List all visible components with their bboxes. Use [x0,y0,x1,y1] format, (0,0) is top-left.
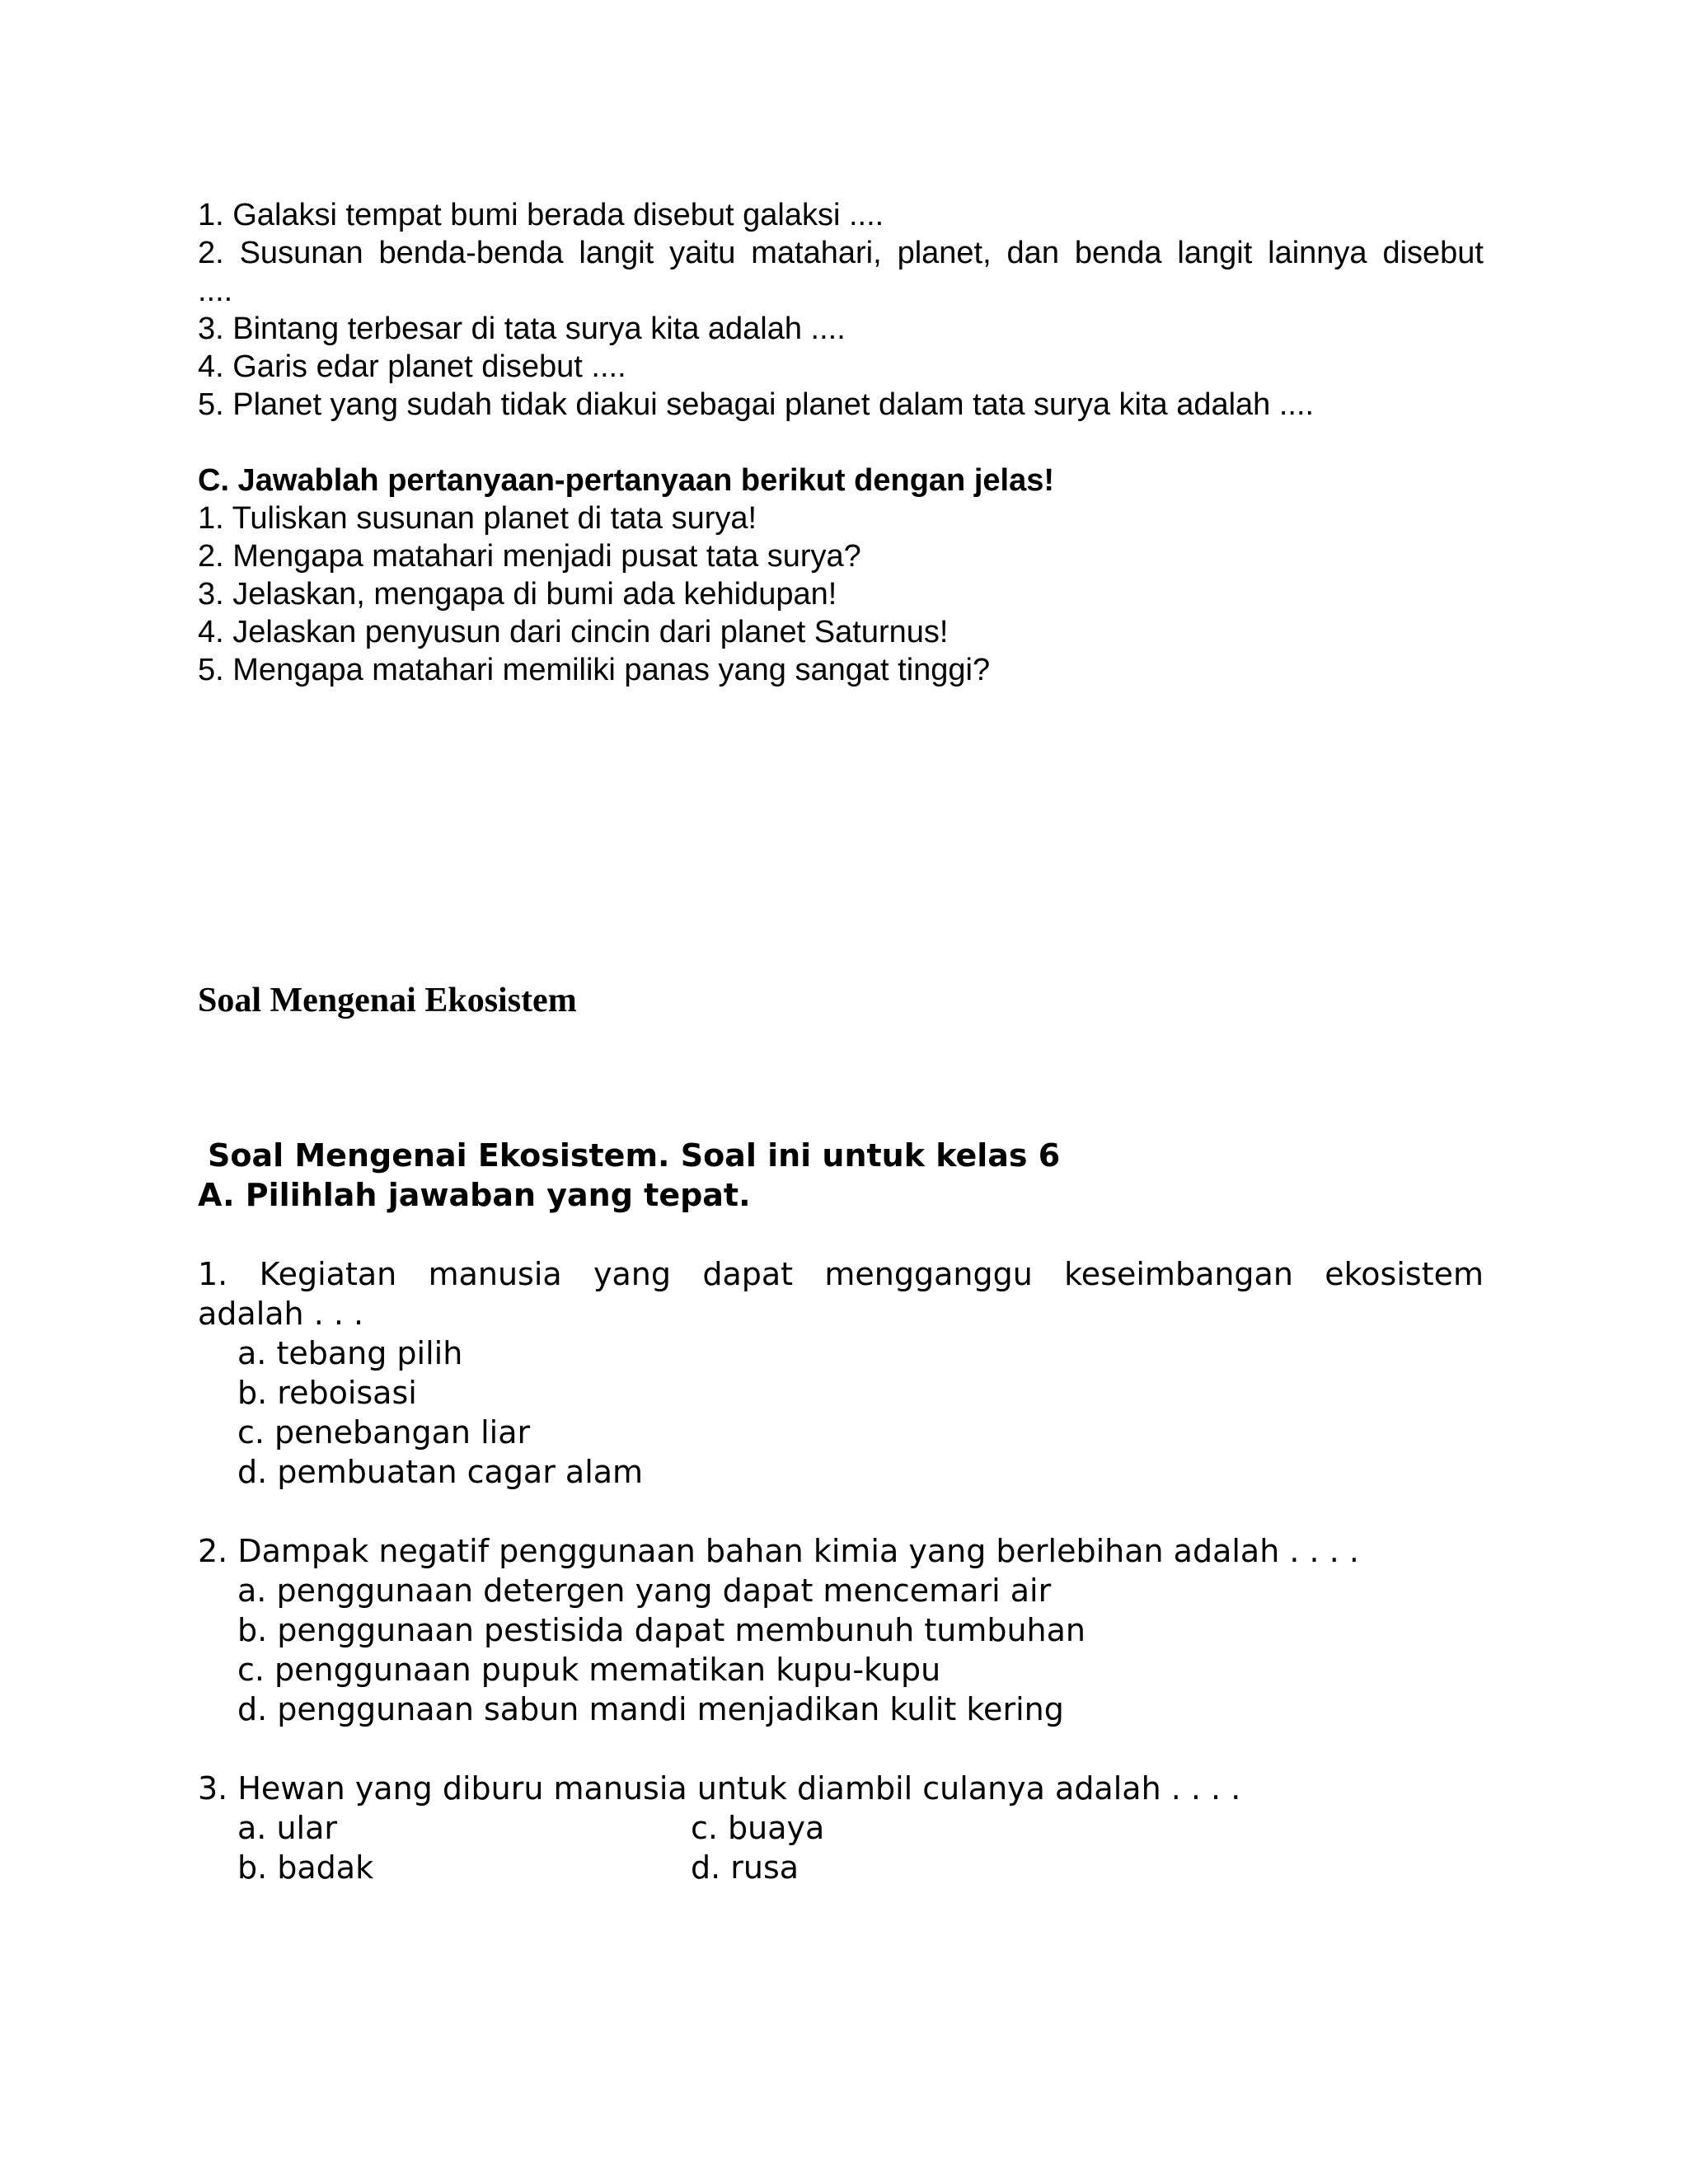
answer-option: c. penebangan liar [237,1414,531,1451]
answer-option: d. rusa [691,1849,799,1886]
fill-in-item: 2. Susunan benda-benda langit yaitu matahari, planet, dan benda langit lainnya disebut [198,236,1484,270]
answer-option: a. ular [237,1810,337,1846]
answer-option: a. tebang pilih [237,1335,463,1371]
instruction-heading: A. Pilihlah jawaban yang tepat. [198,1177,751,1213]
question-1-text-continuation: adalah . . . [198,1296,364,1332]
answer-option: c. penggunaan pupuk mematikan kupu-kupu [237,1652,941,1688]
fill-in-item-continuation: .... [198,274,233,308]
answer-option: d. pembuatan cagar alam [237,1454,644,1490]
answer-option-row [198,1848,1484,1887]
essay-question: 3. Jelaskan, mengapa di bumi ada kehidupan! [198,577,837,612]
section-c-heading: C. Jawablah pertanyaan-pertanyaan berikut dengan jelas! [198,463,1054,498]
essay-question: 1. Tuliskan susunan planet di tata surya! [198,501,757,536]
intro-heading: Soal Mengenai Ekosistem. Soal ini untuk kelas 6 [208,1137,1061,1174]
question-3-text: 3. Hewan yang diburu manusia untuk diambil culanya adalah . . . . [198,1770,1241,1807]
answer-option: a. penggunaan detergen yang dapat mencemari air [237,1572,1052,1609]
answer-option-row [198,1808,1484,1848]
question-1-text: 1. Kegiatan manusia yang dapat mengganggu keseimbangan ekosistem [198,1256,1484,1292]
fill-in-questions [198,196,1484,689]
ecosystem-questions [198,1136,1484,1887]
fill-in-item: 4. Garis edar planet disebut .... [198,349,626,384]
essay-question: 5. Mengapa matahari memiliki panas yang sangat tinggi? [198,653,991,687]
answer-option: b. badak [237,1849,374,1886]
answer-option: b. reboisasi [237,1375,417,1411]
essay-question: 2. Mengapa matahari menjadi pusat tata surya? [198,539,861,574]
essay-question: 4. Jelaskan penyusun dari cincin dari planet Saturnus! [198,615,949,649]
fill-in-item: 5. Planet yang sudah tidak diakui sebagai planet dalam tata surya kita adalah .... [198,387,1315,422]
question-2-text: 2. Dampak negatif penggunaan bahan kimia yang berlebihan adalah . . . . [198,1533,1359,1569]
fill-in-item: 1. Galaksi tempat bumi berada disebut galaksi .... [198,198,884,232]
answer-option: b. penggunaan pestisida dapat membunuh tumbuhan [237,1612,1086,1648]
fill-in-item: 3. Bintang terbesar di tata surya kita adalah .... [198,312,846,346]
section-title: Soal Mengenai Ekosistem [198,982,577,1019]
answer-option: d. penggunaan sabun mandi menjadikan kulit kering [237,1691,1064,1727]
answer-option: c. buaya [691,1810,825,1846]
